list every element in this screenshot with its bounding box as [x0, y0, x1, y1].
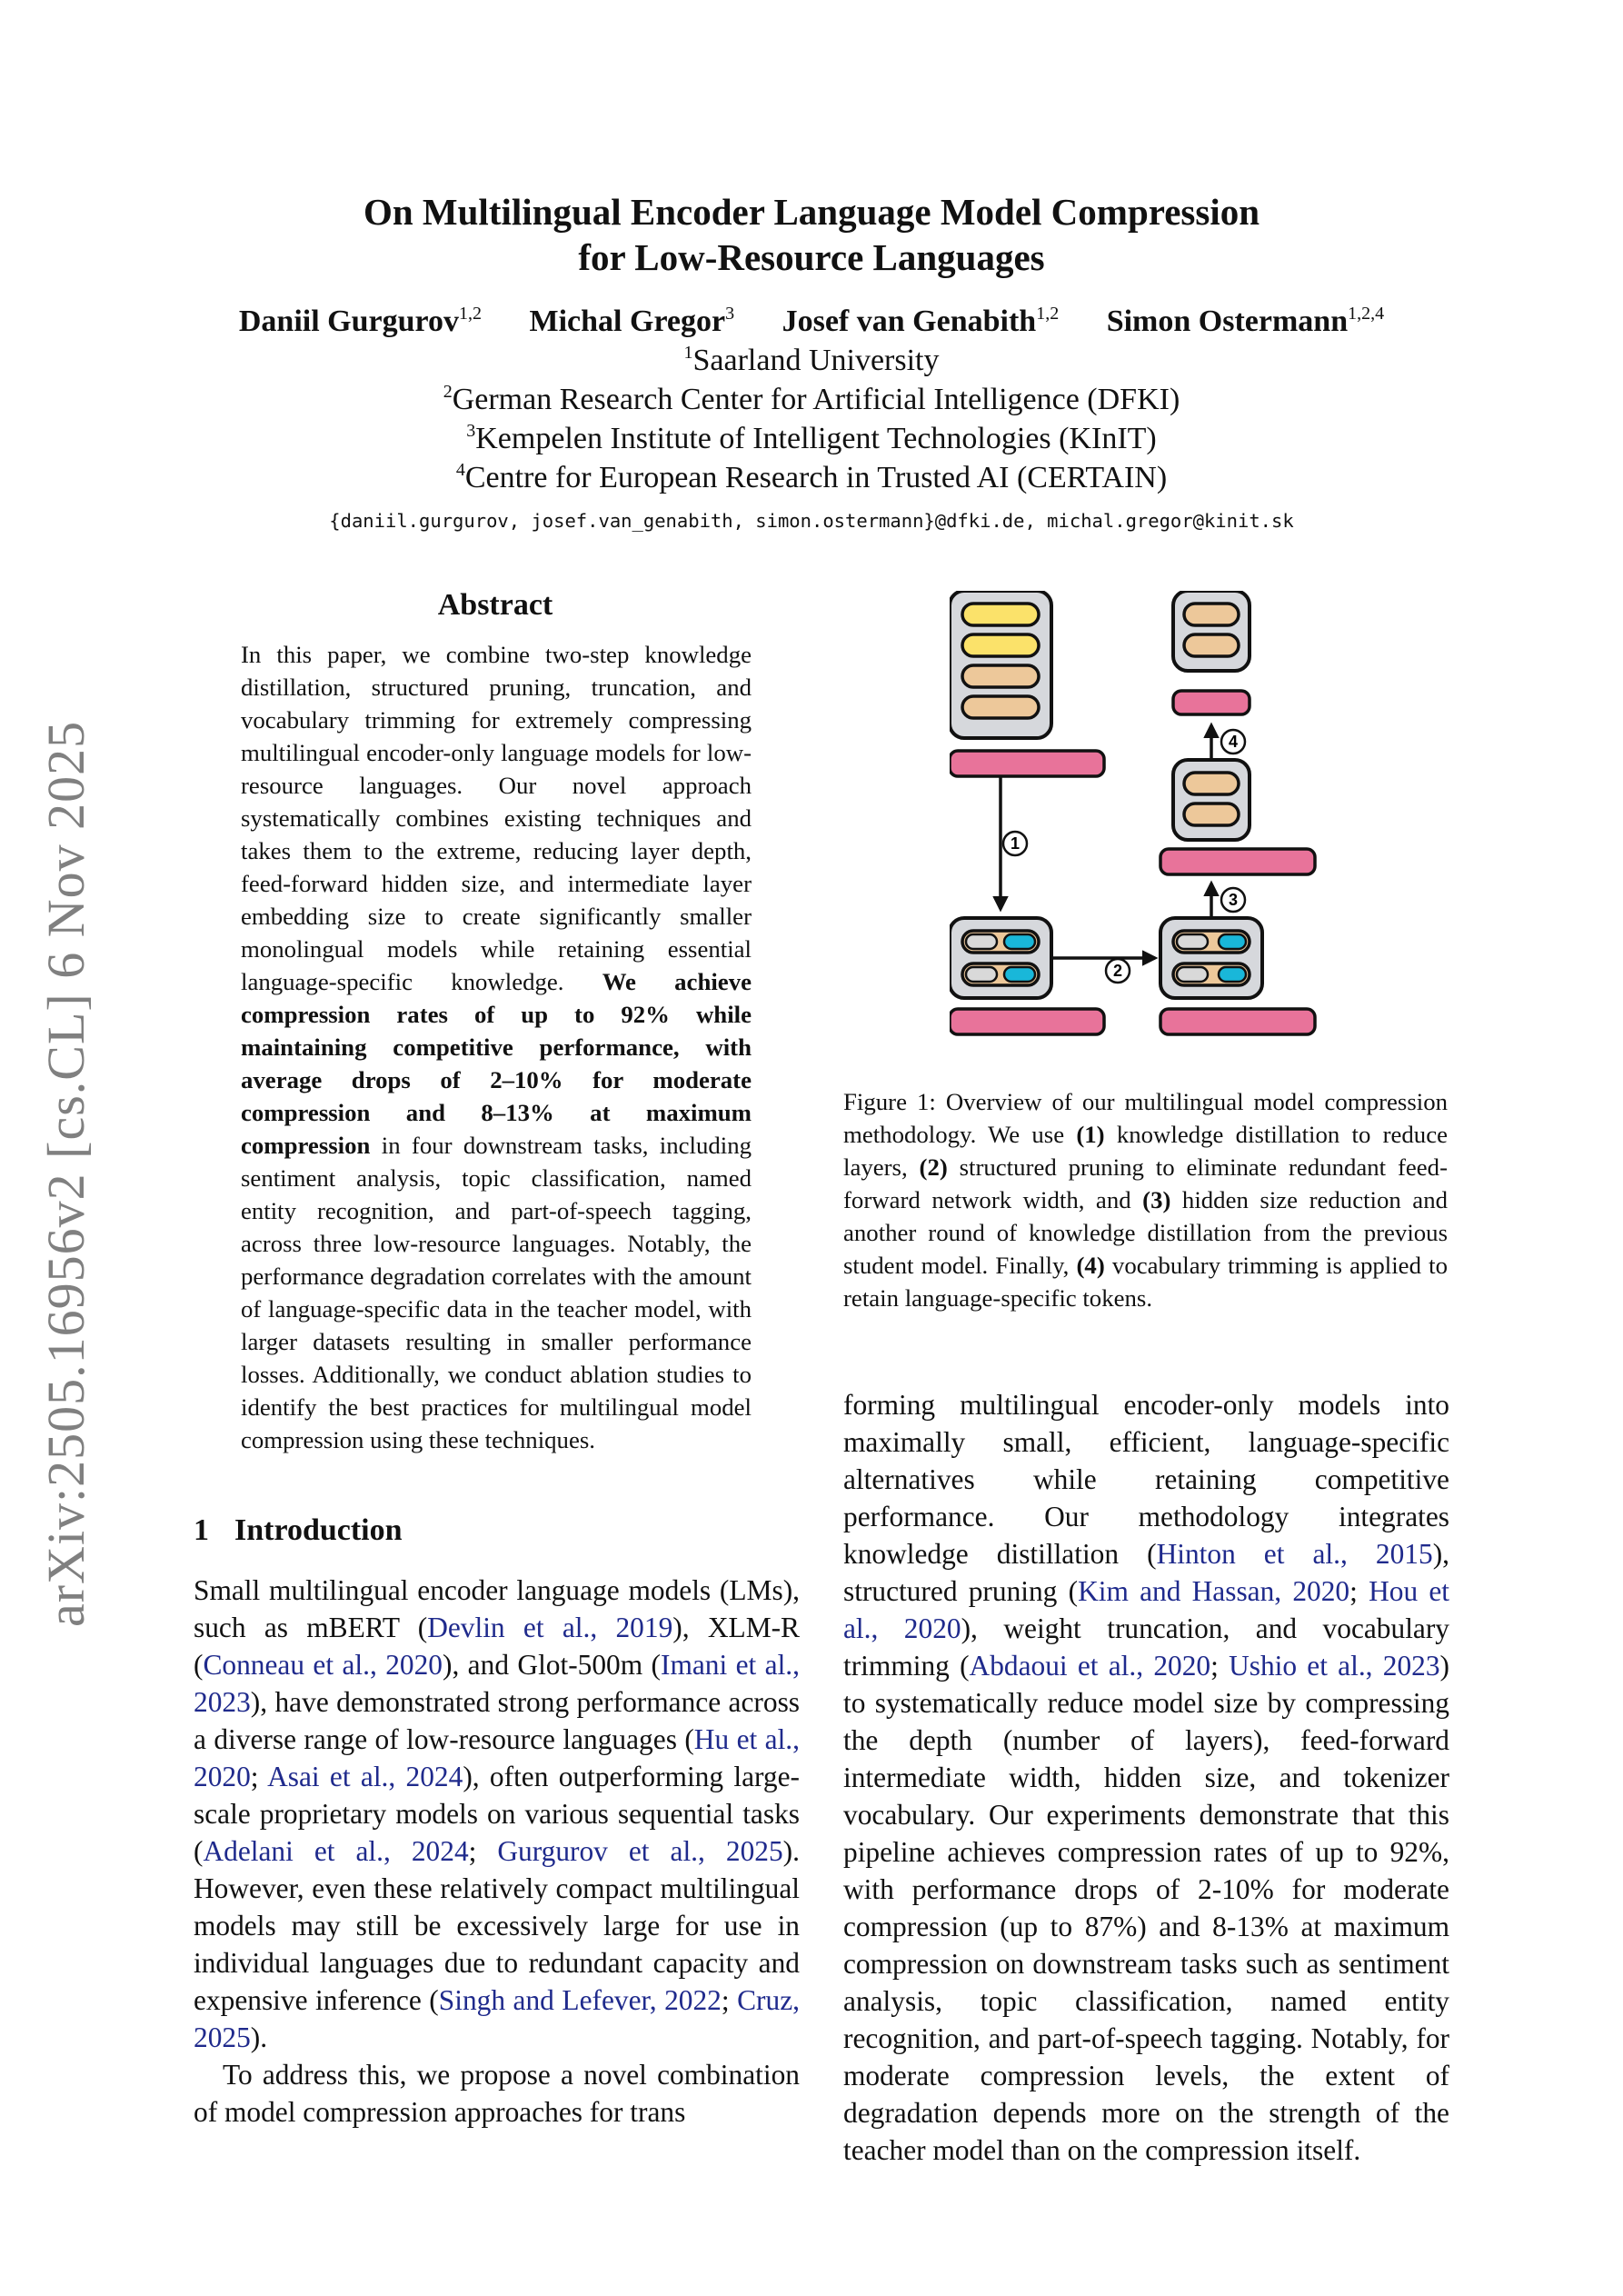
affiliation: $^1$Saarland University: [683, 343, 940, 377]
citation-link[interactable]: Imani et al., 2023: [194, 1649, 800, 1718]
intro-right-column: [843, 1386, 1449, 2169]
ffn-neurons: [966, 967, 997, 982]
figure-caption: Figure 1: Overview of our multilingual model compression methodology. We use (1) knowledge distillation to reduce layers, (2) structured pruning to eliminate redundant feed-forward network width, and (3) hidden size reduction and another round of knowledge distillation from the previous student model. Finally, (4) vocabulary trimming is applied to retain language-specific tokens.: [843, 1088, 1448, 1312]
citation-link[interactable]: Ushio et al., 2023: [1229, 1650, 1440, 1682]
step-4-label: 4: [1228, 733, 1239, 751]
student-embedding: [950, 1009, 1104, 1034]
citation-link[interactable]: Hu et al., 2020: [194, 1723, 800, 1792]
figure-compression-diagram: [950, 591, 1349, 1045]
teacher-layer: [962, 696, 1039, 718]
teacher-model-block: [950, 591, 1104, 776]
reduced-student-block: [1160, 760, 1315, 874]
teacher-layer: [962, 665, 1039, 687]
teacher-layer: [962, 634, 1039, 656]
citation-link[interactable]: Kim and Hassan, 2020: [1078, 1575, 1350, 1607]
author: Josef van Genabith$^{1,2}$: [782, 304, 1060, 338]
pruned-student-block: [1160, 918, 1315, 1034]
citation-link[interactable]: Hinton et al., 2015: [1156, 1538, 1433, 1570]
author: Daniil Gurgurov$^{1,2}$: [238, 304, 483, 338]
ffn-neurons: [1004, 934, 1035, 949]
teacher-embedding: [950, 751, 1104, 776]
intro-paragraph-1: Small multilingual encoder language models (LMs), such as mBERT (Devlin et al., 2019), XLM-R (Conneau et al., 2020), and Glot-500m (Imani et al., 2023), have demonstrated strong performance across a diverse range of low-resource languages (Hu et al., 2020; Asai et al., 2024), often outperforming large-scale proprietary models on various sequential tasks (Adelani et al., 2024; Gurgurov et al., 2025). However, even these relatively compact multilingual models may still be excessively large for use in individual languages due to redundant capacity and expensive inference (Singh and Lefever, 2022; Cruz, 2025).: [194, 1574, 800, 2053]
pruned-neurons: [1177, 934, 1208, 949]
author-list: [0, 302, 1623, 342]
final-trimmed-embedding: [1173, 691, 1250, 714]
final-layer: [1184, 604, 1239, 625]
intro-left-column: [194, 1572, 800, 2131]
intro-paragraph-2-continued: forming multilingual encoder-only models into maximally small, efficient, language-specific alternatives while retaining competitive performance. Our methodology integrates knowledge distillation (Hinton et al., 2015), structured pruning (Kim and Hassan, 2020; Hou et al., 2020), weight truncation, and vocabulary trimming (Abdaoui et al., 2020; Ushio et al., 2023) to systematically reduce model size by compressing the depth (number of layers), feed-forward intermediate width, hidden size, and tokenizer vocabulary. Our experiments demonstrate that this pipeline achieves compression rates of up to 92%, with performance drops of 2-10% for moderate compression (up to 87%) and 8-13% at maximum compression on downstream tasks such as sentiment analysis, topic classification, named entity recognition, and part-of-speech tagging. Notably, for moderate compression levels, the extent of degradation depends more on the strength of the teacher model than on the compression itself.: [843, 1389, 1450, 2166]
abstract-highlight: We achieve compression rates of up to 92% while maintaining competitive performance, with average drops of 2–10% for moderate compression and 8–13% at maximum compression: [241, 968, 752, 1159]
teacher-layer: [962, 604, 1039, 625]
citation-link[interactable]: Adelani et al., 2024: [203, 1835, 469, 1867]
ffn-neurons: [966, 934, 997, 949]
abstract-body: In this paper, we combine two-step knowledge distillation, structured pruning, truncation, and vocabulary trimming for extremely compressing multilingual encoder-only language models for low-resource languages. Our novel approach systematically combines existing techniques and takes them to the extreme, reducing layer depth, feed-forward hidden size, and intermediate layer embedding size to create significantly smaller monolingual models while retaining essential language-specific knowledge. We achieve compression rates of up to 92% while maintaining competitive performance, with average drops of 2–10% for moderate compression and 8–13% at maximum compression in four downstream tasks, including sentiment analysis, topic classification, named entity recognition, and part-of-speech tagging, across three low-resource languages. Notably, the performance degradation correlates with the amount of language-specific data in the teacher model, with larger datasets resulting in smaller performance losses. Additionally, we conduct ablation studies to identify the best practices for multilingual model compression using these techniques.: [241, 641, 752, 1453]
final-model-block: [1173, 591, 1250, 714]
citation-link[interactable]: Hou et al., 2020: [843, 1575, 1450, 1644]
citation-link[interactable]: Abdaoui et al., 2020: [969, 1650, 1211, 1682]
citation-link[interactable]: Singh and Lefever, 2022: [438, 1984, 722, 2016]
citation-link[interactable]: Gurgurov et al., 2025: [497, 1835, 783, 1867]
step-3-label: 3: [1228, 891, 1239, 909]
pruned-neurons: [1177, 967, 1208, 982]
pruned-neurons: [1219, 934, 1246, 949]
citation-link[interactable]: Cruz, 2025: [194, 1984, 800, 2053]
step-2-label: 2: [1112, 962, 1123, 980]
citation-link[interactable]: Asai et al., 2024: [267, 1761, 463, 1792]
pruned-embedding: [1160, 1009, 1315, 1034]
author: Simon Ostermann$^{1,2,4}$: [1106, 304, 1385, 338]
title-line-1: On Multilingual Encoder Language Model Compression: [363, 191, 1260, 233]
section-heading: 1 Introduction: [194, 1513, 403, 1547]
affiliation: $^3$Kempelen Institute of Intelligent Technologies (KInIT): [466, 421, 1157, 455]
student-kd-block: [950, 918, 1104, 1034]
intro-paragraph-2: To address this, we propose a novel combination of model compression approaches for trans: [194, 2059, 800, 2128]
reduced-embedding: [1160, 849, 1315, 874]
reduced-layer: [1184, 773, 1239, 794]
citation-link[interactable]: Devlin et al., 2019: [427, 1612, 673, 1643]
step-1-label: 1: [1010, 834, 1021, 853]
ffn-neurons: [1004, 967, 1035, 982]
arxiv-identifier: arXiv:2505.16956v2 [cs.CL] 6 Nov 2025: [36, 720, 95, 1627]
final-layer: [1184, 634, 1239, 656]
affiliation: $^4$Centre for European Research in Trusted AI (CERTAIN): [455, 460, 1168, 494]
reduced-layer: [1184, 804, 1239, 825]
author: Michal Gregor$^3$: [529, 304, 735, 338]
affiliation: $^2$German Research Center for Artificial Intelligence (DFKI): [443, 382, 1180, 416]
citation-link[interactable]: Conneau et al., 2020: [203, 1649, 443, 1681]
author-emails: {daniil.gurgurov, josef.van_genabith, simon.ostermann}@dfki.de, michal.gregor@kinit.sk: [329, 510, 1294, 532]
pruned-neurons: [1219, 967, 1246, 982]
title-line-2: for Low-Resource Languages: [578, 236, 1045, 278]
paper-title: [0, 189, 1623, 280]
abstract-heading: Abstract: [437, 588, 553, 622]
